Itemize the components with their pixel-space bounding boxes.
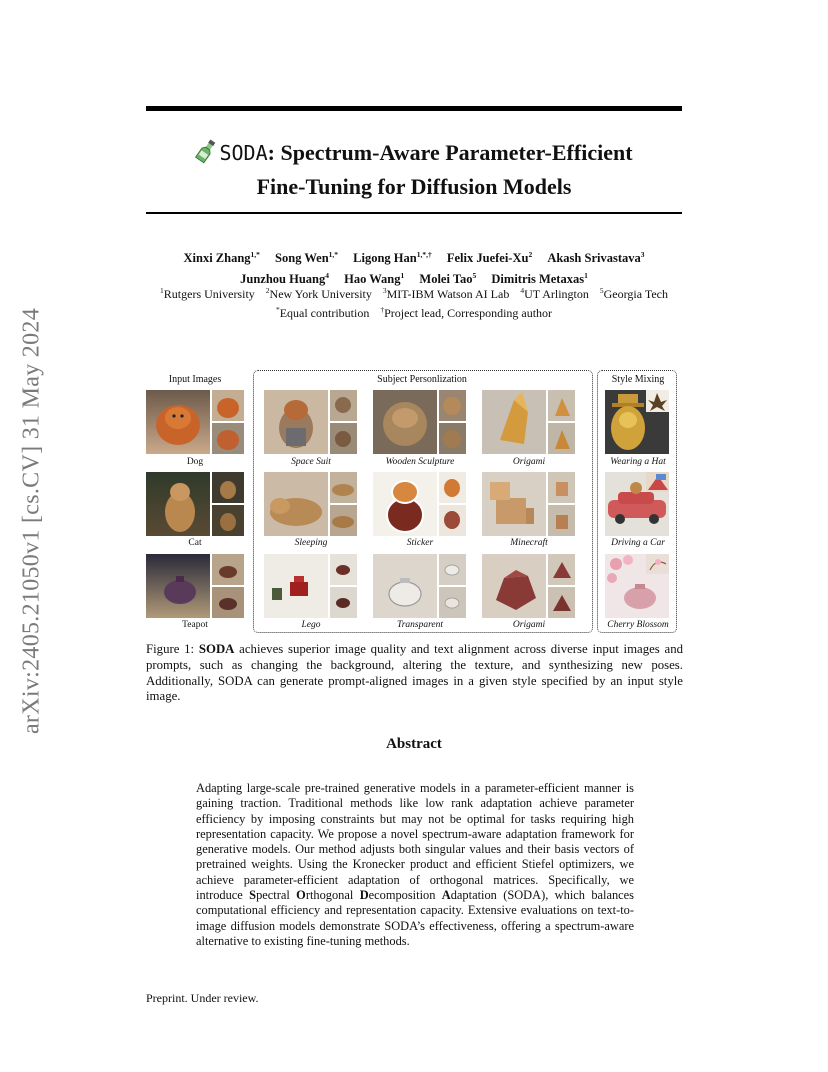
header-style-mixing: Style Mixing [611, 374, 665, 385]
soda-name: SODA [219, 141, 268, 165]
dog-wearing-hat-images [605, 390, 669, 454]
affiliation: $^2$New York University [265, 286, 372, 301]
input-dog-images [146, 390, 244, 454]
abstract-heading: Abstract [386, 736, 442, 752]
figure-caption [146, 642, 683, 705]
author: Junzhou Huang$^4$ [240, 271, 329, 287]
teapot-origami-images [482, 554, 575, 618]
author: Song Wen$^{1,*}$ [275, 250, 339, 266]
label-origami-teapot: Origami [512, 620, 546, 630]
label-cherry-blossom: Cherry Blossom [607, 620, 669, 630]
label-driving-a-car: Driving a Car [611, 538, 665, 548]
input-teapot-images [146, 554, 244, 618]
author: Akash Srivastava$^3$ [547, 250, 645, 266]
dog-space-suit-images [264, 390, 357, 454]
author: Molei Tao$^5$ [419, 271, 477, 287]
label-wearing-a-hat: Wearing a Hat [610, 457, 666, 467]
label-origami: Origami [512, 457, 546, 467]
label-cat: Cat [188, 538, 202, 548]
equal-contribution: *Equal contribution [275, 305, 370, 320]
cat-sticker-images [373, 472, 466, 536]
dog-origami-images [482, 390, 575, 454]
label-sticker: Sticker [406, 538, 434, 548]
caption-soda: SODA [198, 642, 235, 656]
author: Dimitris Metaxas$^1$ [491, 271, 588, 287]
caption-text: achieves superior image quality and text alignment across diverse input images and prompts, such as changing the background, altering the texture, and synthesizing new poses. Additionally, SODA can generate prompt-aligned images in a given style specified by an input style image. [146, 642, 683, 704]
title-line-1-rest: : Spectrum-Aware Parameter-Efficient [267, 140, 633, 165]
project-lead: †Project lead, Corresponding author [380, 305, 553, 320]
affiliation: $^3$MIT-IBM Watson AI Lab [382, 286, 510, 301]
author: Hao Wang$^1$ [344, 271, 405, 287]
label-dog: Dog [186, 457, 204, 467]
author: Xinxi Zhang$^{1,*}$ [183, 250, 260, 266]
label-wooden-sculpture: Wooden Sculpture [385, 457, 455, 467]
author: Ligong Han$^{1,*,\dagger}$ [353, 250, 432, 266]
arxiv-id-text: arXiv:2405.21050v1 [cs.CV] 31 May 2024 [18, 307, 45, 735]
affiliation: $^1$Rutgers University [160, 286, 255, 301]
abstract-body: Adapting large-scale pre-trained generative models in a parameter-efficient manner is gaining traction. Traditional methods like low rank adaptation achieve parameter efficiency by imposing constraints but may not be optimal for tasks requiring high representation capacity. We propose a novel spectrum-aware adaptation framework for generative models. Our method adjusts both singular values and their basis vectors of pretrained weights. Using the Kronecker product and efficient Stiefel optimizers, we achieve parameter-efficient adaptation of orthogonal matrices. Specifically, we introduce Spectral Orthogonal Decomposition Adaptation (SODA), which balances computational efficiency and representation capacity. Extensive evaluations on text-to-image diffusion models demonstrate SODA’s effectiveness, offering a spectrum-aware alternative to existing fine-tuning methods. [196, 781, 634, 948]
label-transparent: Transparent [396, 620, 444, 630]
teapot-cherry-blossom-images [605, 554, 669, 618]
dog-wooden-sculpture-images [373, 390, 466, 454]
header-input-images: Input Images [168, 374, 222, 385]
teapot-transparent-images [373, 554, 466, 618]
label-minecraft: Minecraft [510, 538, 548, 548]
input-cat-images [146, 472, 244, 536]
teapot-lego-images [264, 554, 357, 618]
figure-label: Figure 1: [146, 642, 195, 656]
label-teapot: Teapot [182, 620, 208, 630]
cat-driving-car-images [605, 472, 669, 536]
label-lego: Lego [301, 620, 321, 630]
affiliation: $^4$UT Arlington [520, 286, 589, 301]
label-sleeping: Sleeping [294, 538, 328, 548]
header-subject-personalization: Subject Personlization [377, 374, 467, 385]
title-line-2: Fine-Tuning for Diffusion Models [256, 174, 572, 199]
cat-sleeping-images [264, 472, 357, 536]
label-space-suit: Space Suit [291, 457, 331, 467]
affiliation: $^5$Georgia Tech [599, 286, 668, 301]
author: Felix Juefei-Xu$^2$ [446, 250, 533, 266]
cat-minecraft-images [482, 472, 575, 536]
preprint-note: Preprint. Under review. [146, 991, 259, 1005]
